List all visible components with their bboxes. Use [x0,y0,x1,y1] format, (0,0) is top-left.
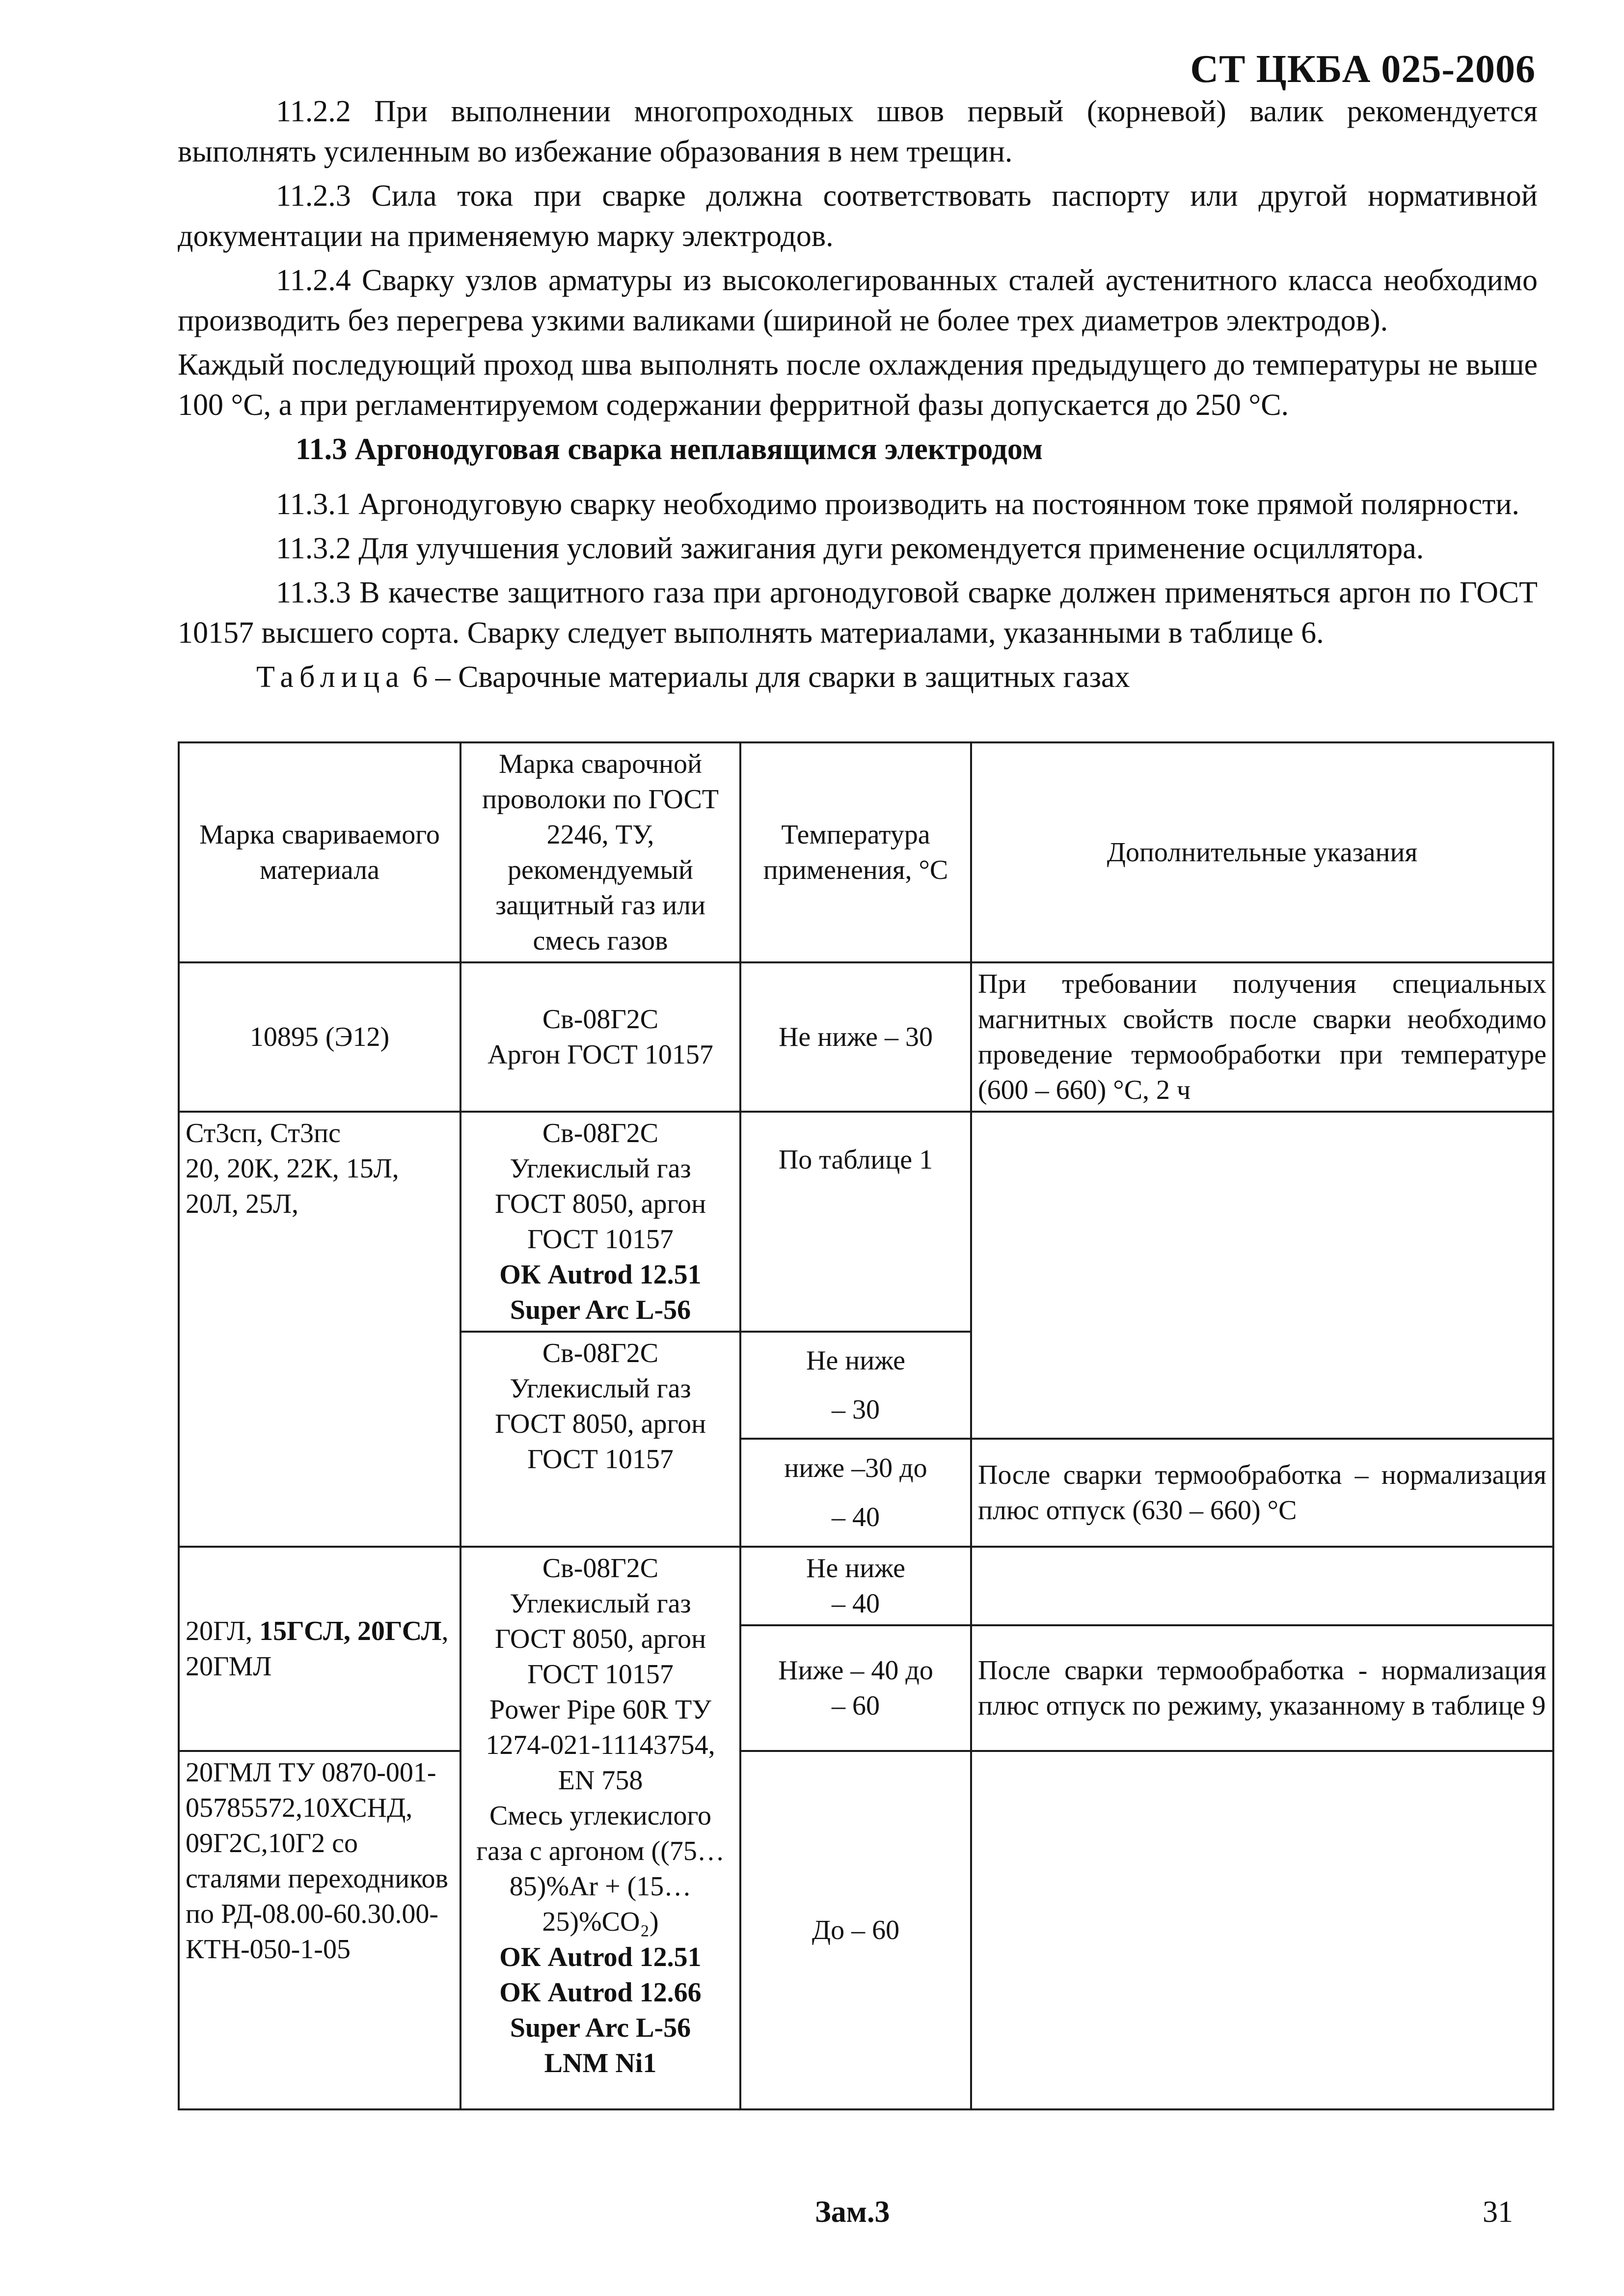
cell-wire [460,1547,740,2109]
cell-temperature: Не ниже – 30 [740,962,971,1112]
table-caption-word: Таблица [256,660,405,694]
wire-line: Power Pipe 60R ТУ 1274-021-11143754, [486,1695,715,1760]
cell-note [971,1547,1553,1625]
table-row [179,1751,1553,2109]
material-part: 15ГСЛ, [259,1616,351,1646]
header-temperature: Температура применения, °С [740,742,971,962]
body-text [178,91,1538,701]
wire-line: Super Arc L-56 [510,2013,691,2043]
temperature-line: Не ниже [806,1345,906,1376]
wire-line: ОК Autrod 12.51 [499,1942,702,1972]
wire-line: ГОСТ 10157 [527,1659,674,1690]
wire-line: LNM Ni1 [544,2048,657,2078]
material-part: 20ГЛ, [186,1616,260,1646]
cell-wire [460,962,740,1112]
paragraph-11-3-3: 11.3.3 В качестве защитного газа при аргонодуговой сварке должен применяться аргон по ГОСТ 10157 высшего сорта. Сварку следует выполнять материалами, указанными в таблице 6. [178,576,1538,650]
wire-line: Смесь углекислого газа с аргоном ((75…85)%Ar + (15…25)%CO₂) [476,1801,725,1937]
paragraph-next-pass: Каждый последующий проход шва выполнять после охлаждения предыдущего до температуры не выше 100 °С, а при регламентируемом содержании ферритной фазы допускается до 250 °С. [178,348,1538,422]
cell-temperature [740,1625,971,1751]
welding-materials-table [178,741,1554,2110]
wire-line: ГОСТ 8050, аргон [494,1624,706,1654]
cell-temperature: До – 60 [740,1751,971,2109]
cell-temperature [740,1547,971,1625]
paragraph-11-2-4: 11.2.4 Сварку узлов арматуры из высоколегированных сталей аустенитного класса необходимо производить без перегрева узкими валиками (шириной не более трех диаметров электродов). [178,264,1538,337]
revision-label: Зам.3 [815,2195,890,2229]
wire-line: ОК Autrod 12.51 [499,1259,702,1290]
section-heading-11-3: 11.3 Аргонодуговая сварка неплавящимся электродом [296,433,1043,466]
header-wire: Марка сварочной проволоки по ГОСТ 2246, ТУ, рекомендуемый защитный газ или смесь газов [460,742,740,962]
cell-temperature [740,1439,971,1547]
wire-line: Super Arc L-56 [510,1295,691,1325]
paragraph-11-2-2: 11.2.2 При выполнении многопроходных швов первый (корневой) валик рекомендуется выполнять усиленным во избежание образования в нем трещин. [178,95,1538,168]
wire-line: Св-08Г2С [542,1118,659,1148]
wire-line: Аргон ГОСТ 10157 [487,1039,713,1070]
cell-note: При требовании получения специальных магнитных свойств после сварки необходимо проведение термообработки при температуре (600 – 660) °С, 2 ч [971,962,1553,1112]
cell-note: После сварки термообработка - нормализация плюс отпуск по режиму, указанному в таблице 9 [971,1625,1553,1751]
material-part: 20ГСЛ [357,1616,442,1646]
wire-line: ГОСТ 8050, аргон [494,1409,706,1439]
wire-line: Углекислый газ [510,1373,691,1404]
cell-note [971,1751,1553,2109]
cell-note [971,1112,1553,1439]
cell-wire [460,1332,740,1547]
temperature-line: Не ниже [806,1553,906,1584]
paragraph-11-3-2: 11.3.2 Для улучшения условий зажигания дуги рекомендуется применение осциллятора. [276,532,1424,565]
cell-note: После сварки термообработка – нормализация плюс отпуск (630 – 660) °С [971,1439,1553,1547]
cell-temperature [740,1332,971,1439]
wire-line: Св-08Г2С [542,1338,659,1368]
header-material: Марка свариваемого материала [179,742,460,962]
wire-line: Св-08Г2С [542,1004,659,1035]
material-part: , 20ГМЛ [186,1616,449,1682]
temperature-line: – 40 [832,1588,880,1619]
wire-line: EN 758 [558,1765,643,1796]
cell-material: 10895 (Э12) [179,962,460,1112]
wire-line: Св-08Г2С [542,1553,659,1584]
table-row [179,1547,1553,1625]
cell-wire [460,1112,740,1332]
wire-line: ОК Autrod 12.66 [499,1977,702,2008]
temperature-line: ниже –30 до [784,1453,927,1483]
table-caption [178,657,1538,697]
wire-line: ГОСТ 8050, аргон [494,1189,706,1219]
table-header-row [179,742,1553,962]
wire-line: ГОСТ 10157 [527,1444,674,1475]
temperature-line: Ниже – 40 до [778,1655,933,1686]
material-line: 20Л, 25Л, [186,1189,298,1219]
paragraph-11-2-3: 11.2.3 Сила тока при сварке должна соответствовать паспорту или другой нормативной документации на применяемую марку электродов. [178,179,1538,253]
temperature-line: – 40 [832,1502,880,1532]
material-line: Ст3сп, Ст3пс [186,1118,341,1148]
cell-temperature: По таблице 1 [740,1112,971,1332]
document-code: СТ ЦКБА 025-2006 [1190,48,1536,91]
table-caption-text: 6 – Сварочные материалы для сварки в защитных газах [412,660,1130,694]
header-notes: Дополнительные указания [971,742,1553,962]
wire-line: Углекислый газ [510,1153,691,1184]
temperature-line: – 30 [832,1394,880,1425]
table-row [179,1112,1553,1332]
wire-line: Углекислый газ [510,1588,691,1619]
cell-material: 20ГМЛ ТУ 0870-001-05785572,10ХСНД, 09Г2С,10Г2 со сталями переходников по РД-08.00-60.30.00-КТН-050-1-05 [179,1751,460,2109]
material-line: 20, 20К, 22К, 15Л, [186,1153,399,1184]
temperature-line: – 60 [832,1691,880,1721]
paragraph-11-3-1: 11.3.1 Аргонодуговую сварку необходимо производить на постоянном токе прямой полярности. [276,488,1519,521]
cell-material [179,1547,460,1751]
wire-line: ГОСТ 10157 [527,1224,674,1255]
table-row [179,962,1553,1112]
cell-material [179,1112,460,1547]
page-number: 31 [1483,2195,1513,2229]
